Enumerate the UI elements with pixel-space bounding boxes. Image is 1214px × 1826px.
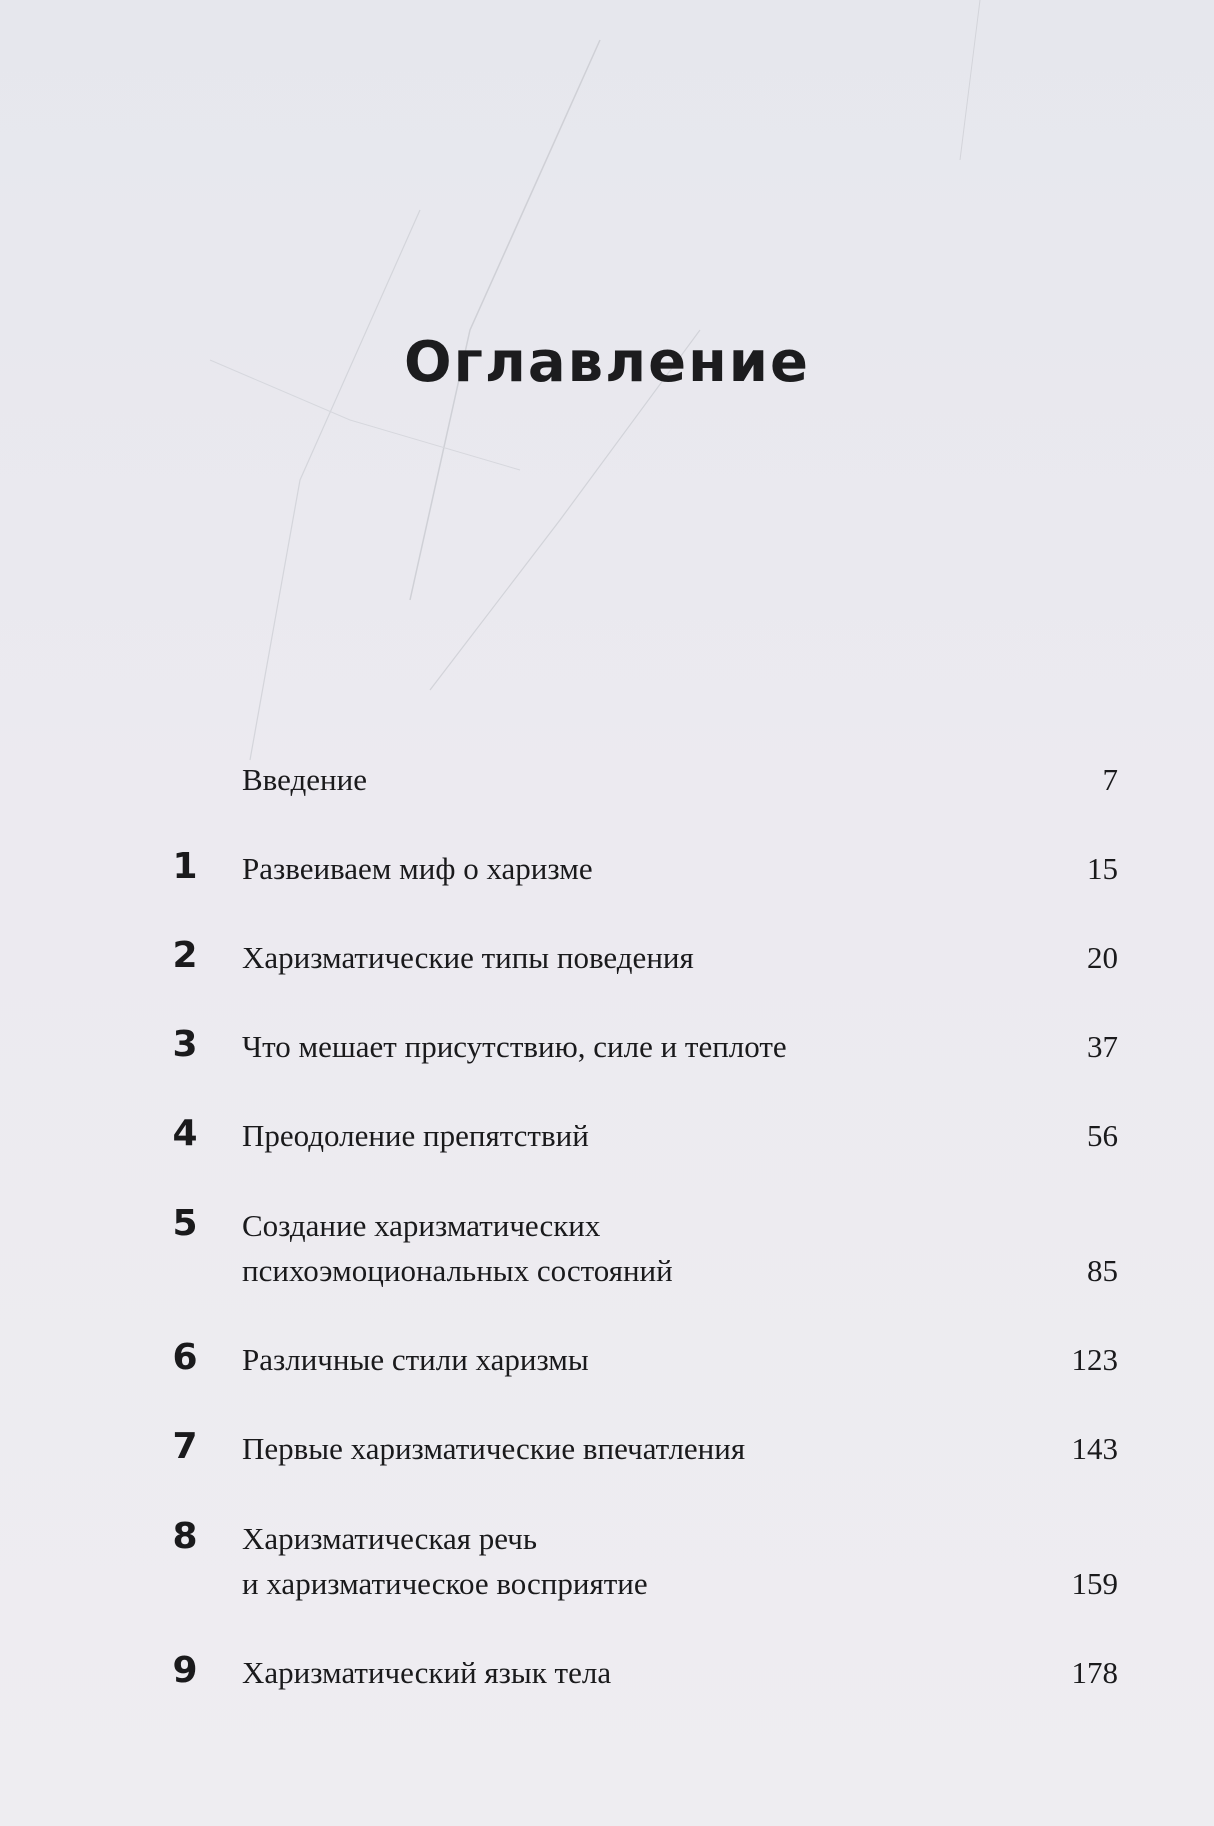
toc-entry-title: Преодоление препятствий [242, 1118, 589, 1153]
toc-entry-page: 178 [1071, 1655, 1118, 1690]
toc-entry-page: 85 [1087, 1253, 1118, 1288]
toc-entry-title: Харизматический язык тела [242, 1655, 612, 1690]
toc-entry-page: 20 [1087, 940, 1118, 975]
chapter-number: 9 [172, 1650, 198, 1691]
chapter-number: 2 [172, 935, 198, 976]
toc-entry-title-line-1: Харизматическая речь [242, 1521, 537, 1556]
toc-entry-title: Различные стили харизмы [242, 1342, 589, 1377]
toc-entry-page: 37 [1087, 1029, 1118, 1064]
toc-entry-title: Что мешает присутствию, силе и теплоте [242, 1029, 787, 1064]
chapter-number: 7 [172, 1426, 198, 1467]
page-title: Оглавление [403, 330, 810, 395]
toc-entry-title: Харизматические типы поведения [242, 940, 694, 975]
chapter-number: 8 [172, 1516, 198, 1557]
toc-entry-page: 7 [1102, 762, 1118, 797]
toc-entry-page: 143 [1071, 1431, 1118, 1466]
toc-entry-title-line-1: Создание харизматических [242, 1208, 601, 1243]
chapter-number: 1 [172, 846, 198, 887]
toc-entry-title: Развеиваем миф о харизме [242, 851, 593, 886]
chapter-number: 6 [172, 1337, 198, 1378]
toc-entry-page: 123 [1071, 1342, 1118, 1377]
chapter-number: 5 [172, 1203, 198, 1244]
chapter-number: 3 [172, 1024, 198, 1065]
toc-entry-title-line-2: и харизматическое восприятие [242, 1566, 648, 1601]
toc-entry-page: 159 [1071, 1566, 1118, 1601]
toc-entry-title-line-2: психоэмоциональных состояний [242, 1253, 673, 1288]
toc-entry-page: 56 [1087, 1118, 1118, 1153]
toc-entry-title: Первые харизматические впечатления [242, 1431, 746, 1466]
toc-entry-page: 15 [1087, 851, 1118, 886]
toc-entry-title: Введение [242, 762, 367, 797]
chapter-number: 4 [172, 1113, 198, 1154]
